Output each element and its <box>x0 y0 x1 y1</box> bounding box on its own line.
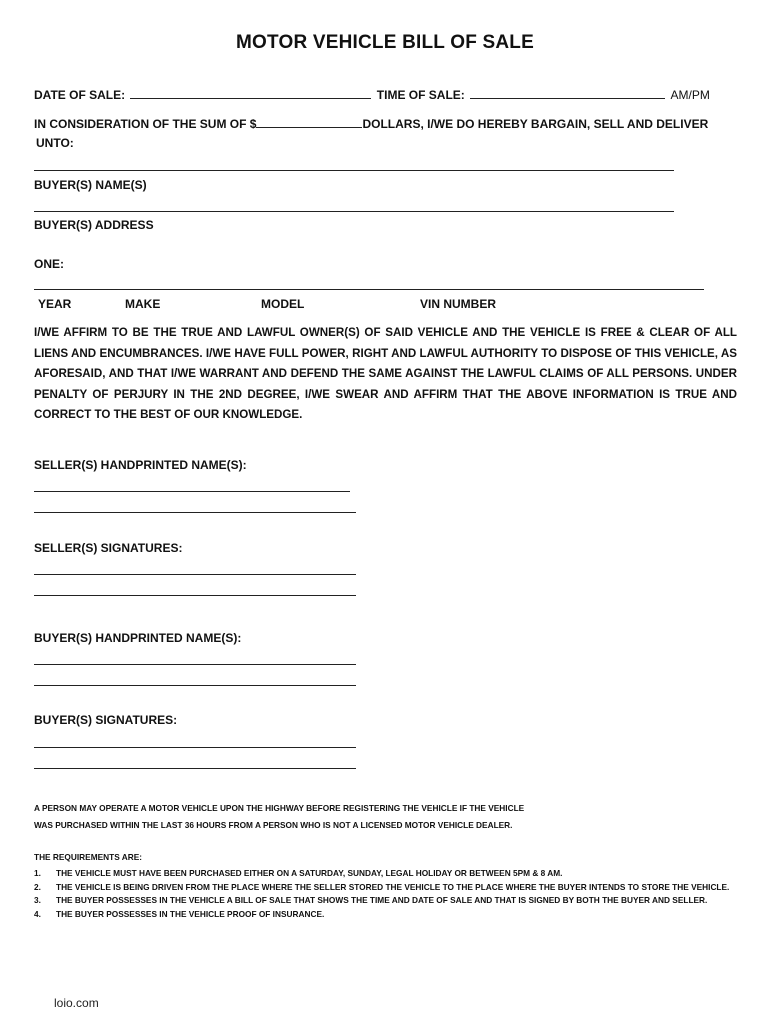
consideration-prefix: IN CONSIDERATION OF THE SUM OF $ <box>34 117 257 131</box>
consideration-suffix: DOLLARS, I/WE DO HEREBY BARGAIN, SELL AND DELIVER <box>362 117 709 131</box>
consideration-row <box>34 116 708 131</box>
seller-printed-names-label: SELLER(S) HANDPRINTED NAME(S): <box>34 458 247 472</box>
time-of-sale-field[interactable] <box>470 87 665 99</box>
list-item-number: 1. <box>34 868 41 878</box>
footer-source-link[interactable]: loio.com <box>54 996 99 1010</box>
vehicle-column-labels <box>38 297 738 313</box>
list-item-text: THE VEHICLE IS BEING DRIVEN FROM THE PLACE WHERE THE SELLER STORED THE VEHICLE TO THE PLACE WHERE THE BUYER INTENDS TO STORE THE VEHICLE. <box>56 881 730 892</box>
buyer-printed-names-label: BUYER(S) HANDPRINTED NAME(S): <box>34 631 242 645</box>
buyer-name-label: BUYER(S) NAME(S) <box>34 178 147 192</box>
list-item <box>34 894 737 908</box>
registration-notice <box>34 800 524 834</box>
requirements-list <box>34 867 737 921</box>
buyer-signatures-label: BUYER(S) SIGNATURES: <box>34 713 178 727</box>
requirements-title: THE REQUIREMENTS ARE: <box>34 852 143 862</box>
date-of-sale-label: DATE OF SALE: <box>34 88 126 102</box>
buyer-name-field[interactable] <box>34 170 674 171</box>
sum-amount-field[interactable] <box>256 116 362 128</box>
list-item <box>34 867 737 881</box>
page-title: MOTOR VEHICLE BILL OF SALE <box>236 32 534 53</box>
list-item-text: THE VEHICLE MUST HAVE BEEN PURCHASED EITHER ON A SATURDAY, SUNDAY, LEGAL HOLIDAY OR BETWEEN 5PM & 8 AM. <box>56 868 563 878</box>
seller-signatures-label: SELLER(S) SIGNATURES: <box>34 541 183 555</box>
buyer-printed-name-field-2[interactable] <box>34 685 356 686</box>
date-of-sale-field[interactable] <box>130 87 371 99</box>
buyer-signature-field-1[interactable] <box>34 747 356 748</box>
vehicle-details-field[interactable] <box>34 289 704 290</box>
vehicle-one-label: ONE: <box>34 257 64 271</box>
ampm-label: AM/PM <box>670 88 710 102</box>
notice-line-2: WAS PURCHASED WITHIN THE LAST 36 HOURS FROM A PERSON WHO IS NOT A LICENSED MOTOR VEHICLE DEALER. <box>34 820 513 830</box>
affirmation-paragraph: I/WE AFFIRM TO BE THE TRUE AND LAWFUL OWNER(S) OF SAID VEHICLE AND THE VEHICLE IS FREE & CLEAR OF ALL LIENS AND ENCUMBRANCES. I/WE HAVE FULL POWER, RIGHT AND LAWFUL AUTHORITY TO DISPOSE OF THIS VEHICLE, AS AFORESAID, AND THAT I/WE WARRANT AND DEFEND THE SAME AGAINST THE LAWFUL CLAIMS OF ALL PERSONS. UNDER PENALTY OF PERJURY IN THE 2ND DEGREE, I/WE SWEAR AND AFFIRM THAT THE ABOVE INFORMATION IS TRUE AND CORRECT TO THE BEST OF OUR KNOWLEDGE. <box>34 326 737 422</box>
list-item-text: THE BUYER POSSESSES IN THE VEHICLE A BILL OF SALE THAT SHOWS THE TIME AND DATE OF SALE AND THAT IS SIGNED BY BOTH THE BUYER AND SELLER. <box>56 895 708 905</box>
date-time-row <box>34 87 710 102</box>
make-label: MAKE <box>125 297 161 311</box>
seller-signature-field-1[interactable] <box>34 574 356 575</box>
model-label: MODEL <box>261 297 305 311</box>
buyer-address-label: BUYER(S) ADDRESS <box>34 218 154 232</box>
seller-printed-name-field-2[interactable] <box>34 512 356 513</box>
list-item-text: THE BUYER POSSESSES IN THE VEHICLE PROOF OF INSURANCE. <box>56 908 325 919</box>
list-item-number: 2. <box>34 881 41 892</box>
notice-line-1: A PERSON MAY OPERATE A MOTOR VEHICLE UPON THE HIGHWAY BEFORE REGISTERING THE VEHICLE IF THE VEHICLE <box>34 803 525 813</box>
buyer-printed-name-field-1[interactable] <box>34 664 356 665</box>
time-of-sale-label: TIME OF SALE: <box>376 88 465 102</box>
seller-signature-field-2[interactable] <box>34 595 356 596</box>
buyer-signature-field-2[interactable] <box>34 768 356 769</box>
year-label: YEAR <box>38 297 72 311</box>
seller-printed-name-field-1[interactable] <box>34 491 350 492</box>
list-item-number: 3. <box>34 895 41 905</box>
unto-label: UNTO: <box>36 136 74 150</box>
list-item <box>34 908 737 922</box>
list-item-number: 4. <box>34 908 41 919</box>
vin-number-label: VIN NUMBER <box>420 297 497 311</box>
buyer-address-field[interactable] <box>34 211 674 212</box>
list-item <box>34 881 737 895</box>
